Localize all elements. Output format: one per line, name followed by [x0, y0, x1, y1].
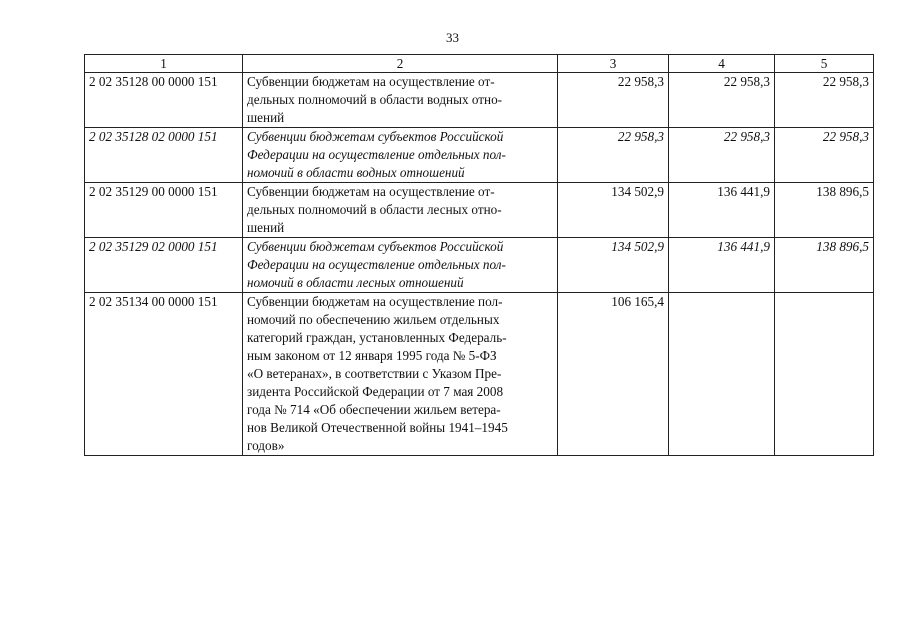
col-header-2: 2	[243, 55, 558, 73]
budget-table	[84, 54, 874, 456]
budget-code: 2 02 35129 02 0000 151	[85, 238, 243, 293]
description-line: шений	[247, 220, 285, 235]
description-line: номочий в области водных отношений	[247, 165, 465, 180]
table-row	[85, 128, 874, 183]
page-number: 33	[446, 30, 459, 45]
description-line: Субвенции бюджетам на осуществление от-	[247, 184, 495, 199]
description-line: дельных полномочий в области водных отно-	[247, 92, 503, 107]
amount-col5: 22 958,3	[775, 128, 874, 183]
budget-code: 2 02 35129 00 0000 151	[85, 183, 243, 238]
description-line: Федерации на осуществление отдельных пол-	[247, 147, 506, 162]
budget-code: 2 02 35128 00 0000 151	[85, 73, 243, 128]
description-line: годов»	[247, 438, 285, 453]
budget-code: 2 02 35134 00 0000 151	[85, 293, 243, 456]
amount-col4: 136 441,9	[669, 238, 775, 293]
col-header-1: 1	[85, 55, 243, 73]
description-line: категорий граждан, установленных Федераль-	[247, 330, 507, 345]
budget-description	[243, 183, 558, 238]
description-line: зидента Российской Федерации от 7 мая 2008	[247, 384, 504, 399]
amount-col5	[775, 293, 874, 456]
amount-col3: 22 958,3	[558, 128, 669, 183]
description-line: «О ветеранах», в соответствии с Указом Пре-	[247, 366, 502, 381]
table-header-row	[85, 55, 874, 73]
amount-col3: 134 502,9	[558, 183, 669, 238]
col-header-4: 4	[669, 55, 775, 73]
table-row	[85, 293, 874, 456]
col-header-5: 5	[775, 55, 874, 73]
table-row	[85, 183, 874, 238]
amount-col4: 136 441,9	[669, 183, 775, 238]
amount-col4: 22 958,3	[669, 73, 775, 128]
amount-col3: 106 165,4	[558, 293, 669, 456]
budget-code: 2 02 35128 02 0000 151	[85, 128, 243, 183]
amount-col3: 134 502,9	[558, 238, 669, 293]
description-line: ным законом от 12 января 1995 года № 5-ФЗ	[247, 348, 497, 363]
description-line: Субвенции бюджетам субъектов Российской	[247, 239, 504, 254]
amount-col4	[669, 293, 775, 456]
amount-col5: 138 896,5	[775, 183, 874, 238]
budget-description	[243, 293, 558, 456]
description-line: Федерации на осуществление отдельных пол-	[247, 257, 506, 272]
description-line: Субвенции бюджетам субъектов Российской	[247, 129, 504, 144]
description-line: Субвенции бюджетам на осуществление от-	[247, 74, 495, 89]
budget-description	[243, 73, 558, 128]
description-line: года № 714 «Об обеспечении жильем ветера-	[247, 402, 501, 417]
amount-col5: 138 896,5	[775, 238, 874, 293]
description-line: нов Великой Отечественной войны 1941–1945	[247, 420, 508, 435]
description-line: дельных полномочий в области лесных отно-	[247, 202, 502, 217]
description-line: номочий в области лесных отношений	[247, 275, 464, 290]
description-line: номочий по обеспечению жильем отдельных	[247, 312, 500, 327]
budget-description	[243, 238, 558, 293]
budget-description	[243, 128, 558, 183]
amount-col5: 22 958,3	[775, 73, 874, 128]
description-line: шений	[247, 110, 285, 125]
table-row	[85, 238, 874, 293]
table-row	[85, 73, 874, 128]
col-header-3: 3	[558, 55, 669, 73]
amount-col4: 22 958,3	[669, 128, 775, 183]
description-line: Субвенции бюджетам на осуществление пол-	[247, 294, 503, 309]
amount-col3: 22 958,3	[558, 73, 669, 128]
